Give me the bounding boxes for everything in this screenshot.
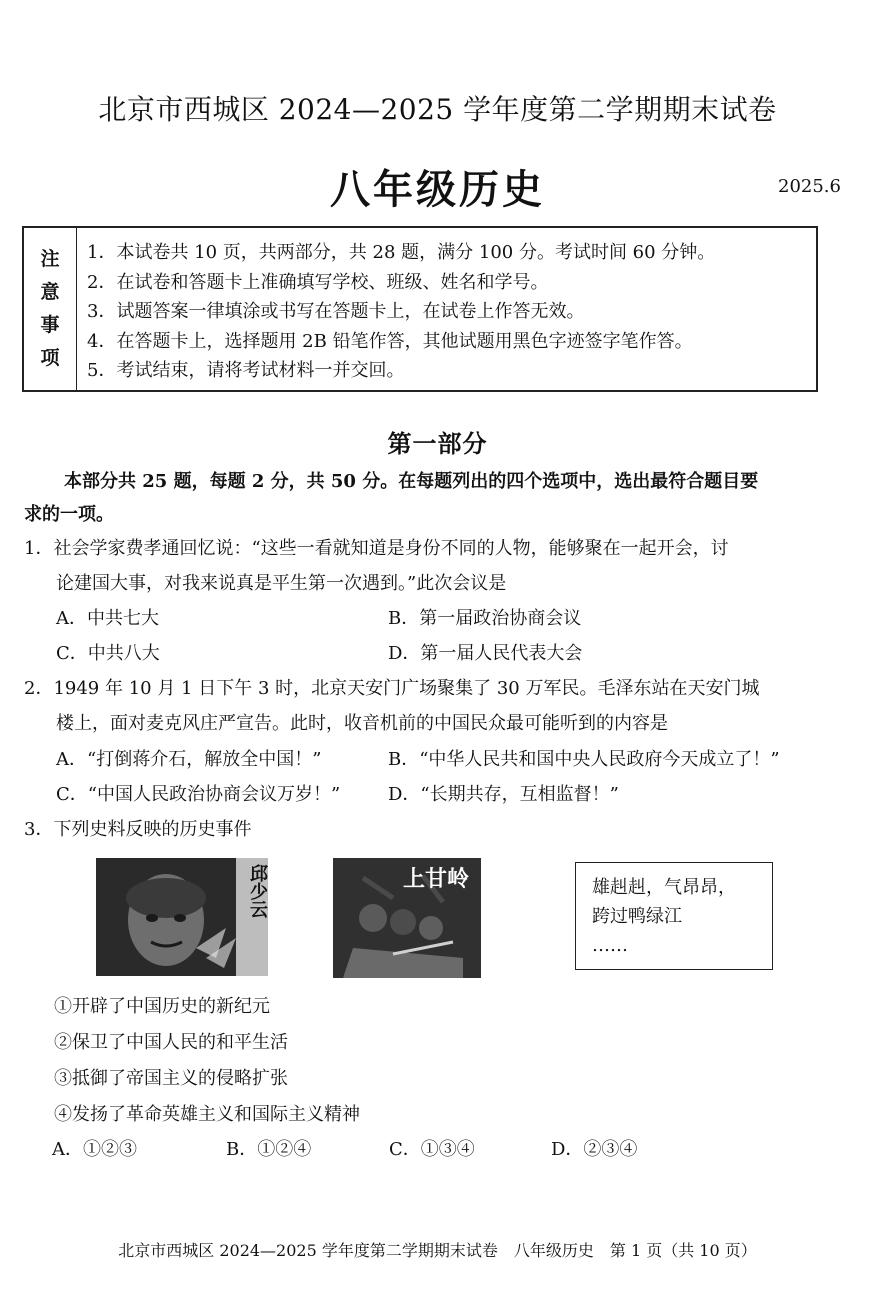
notice-box [22,226,818,392]
question-2-stem: 2．1949 年 10 月 1 日下午 3 时，北京天安门广场聚集了 30 万军民。毛泽东站在天安门城 [24,678,760,699]
statement-4: ④发扬了革命英雄主义和国际主义精神 [54,1104,360,1125]
notice-item: 4．在答题卡上，选择题用 2B 铅笔作答，其他试题用黑色字迹签字笔作答。 [87,330,693,352]
question-1-option-d: D．第一届人民代表大会 [388,643,583,664]
question-3-option-a: A．①②③ [52,1139,137,1160]
notice-label-char: 注 [40,248,60,270]
shangganling-image [333,858,481,978]
question-3-option-d: D．②③④ [551,1139,638,1160]
notice-label [24,228,77,390]
question-3-option-b: B．①②④ [226,1139,312,1160]
intro-line: 本部分共 25 题，每题 2 分，共 50 分。在每题列出的四个选项中，选出最符合题目要 [64,471,759,492]
exam-date: 2025.6 [778,176,841,197]
notice-item: 3．试题答案一律填涂或书写在答题卡上，在试卷上作答无效。 [87,301,585,322]
statement-1: ①开辟了中国历史的新纪元 [54,996,270,1017]
exam-title: 北京市西城区 2024—2025 学年度第二学期期末试卷 [98,93,777,126]
notice-label-char: 事 [40,314,60,336]
question-1-stem-cont: 论建国大事，对我来说真是平生第一次遇到。”此次会议是 [56,573,507,594]
notice-label-char: 意 [40,281,60,303]
question-2-option-a: A．“打倒蒋介石，解放全中国！” [56,749,322,770]
notice-list [77,228,715,390]
lyric-line: …… [592,935,628,956]
intro-line: 求的一项。 [24,504,114,525]
question-1-option-a: A．中共七大 [56,608,159,629]
qiu-shaoyun-caption: 邱少云 [247,864,268,918]
question-2-option-b: B．“中华人民共和国中央人民政府今天成立了！” [388,749,780,770]
question-1-option-b: B．第一届政治协商会议 [388,608,582,629]
part-title: 第一部分 [387,429,488,458]
notice-item: 1．本试卷共 10 页，共两部分，共 28 题，满分 100 分。考试时间 60 分钟。 [87,242,716,263]
part-intro [24,465,824,531]
statement-3: ③抵御了帝国主义的侵略扩张 [54,1068,288,1089]
notice-label-char: 项 [40,347,60,369]
subject-title: 八年级历史 [330,166,545,213]
question-1-option-c: C．中共八大 [56,643,160,664]
notice-item: 2．在试卷和答题卡上准确填写学校、班级、姓名和学号。 [87,271,549,293]
question-1-stem: 1．社会学家费孝通回忆说：“这些一看就知道是身份不同的人物，能够聚在一起开会，讨 [24,538,729,559]
lyric-line: 跨过鸭绿江 [592,906,682,927]
song-lyrics-box [575,862,773,970]
question-2-option-c: C．“中国人民政治协商会议万岁！” [56,784,341,805]
statement-2: ②保卫了中国人民的和平生活 [54,1032,288,1053]
page-footer: 北京市西城区 2024—2025 学年度第二学期期末试卷 八年级历史 第 1 页（共 10 页） [118,1241,757,1260]
shangganling-caption: 上甘岭 [403,867,470,892]
question-3-stem: 3．下列史料反映的历史事件 [24,819,252,840]
lyric-line: 雄赳赳，气昂昂， [592,877,736,898]
question-2-option-d: D．“长期共存，互相监督！” [388,784,619,805]
notice-item: 5．考试结束，请将考试材料一并交回。 [87,360,405,381]
question-2-stem-cont: 楼上，面对麦克风庄严宣告。此时，收音机前的中国民众最可能听到的内容是 [56,713,668,734]
qiu-shaoyun-image [96,858,268,976]
question-3-option-c: C．①③④ [389,1139,475,1160]
